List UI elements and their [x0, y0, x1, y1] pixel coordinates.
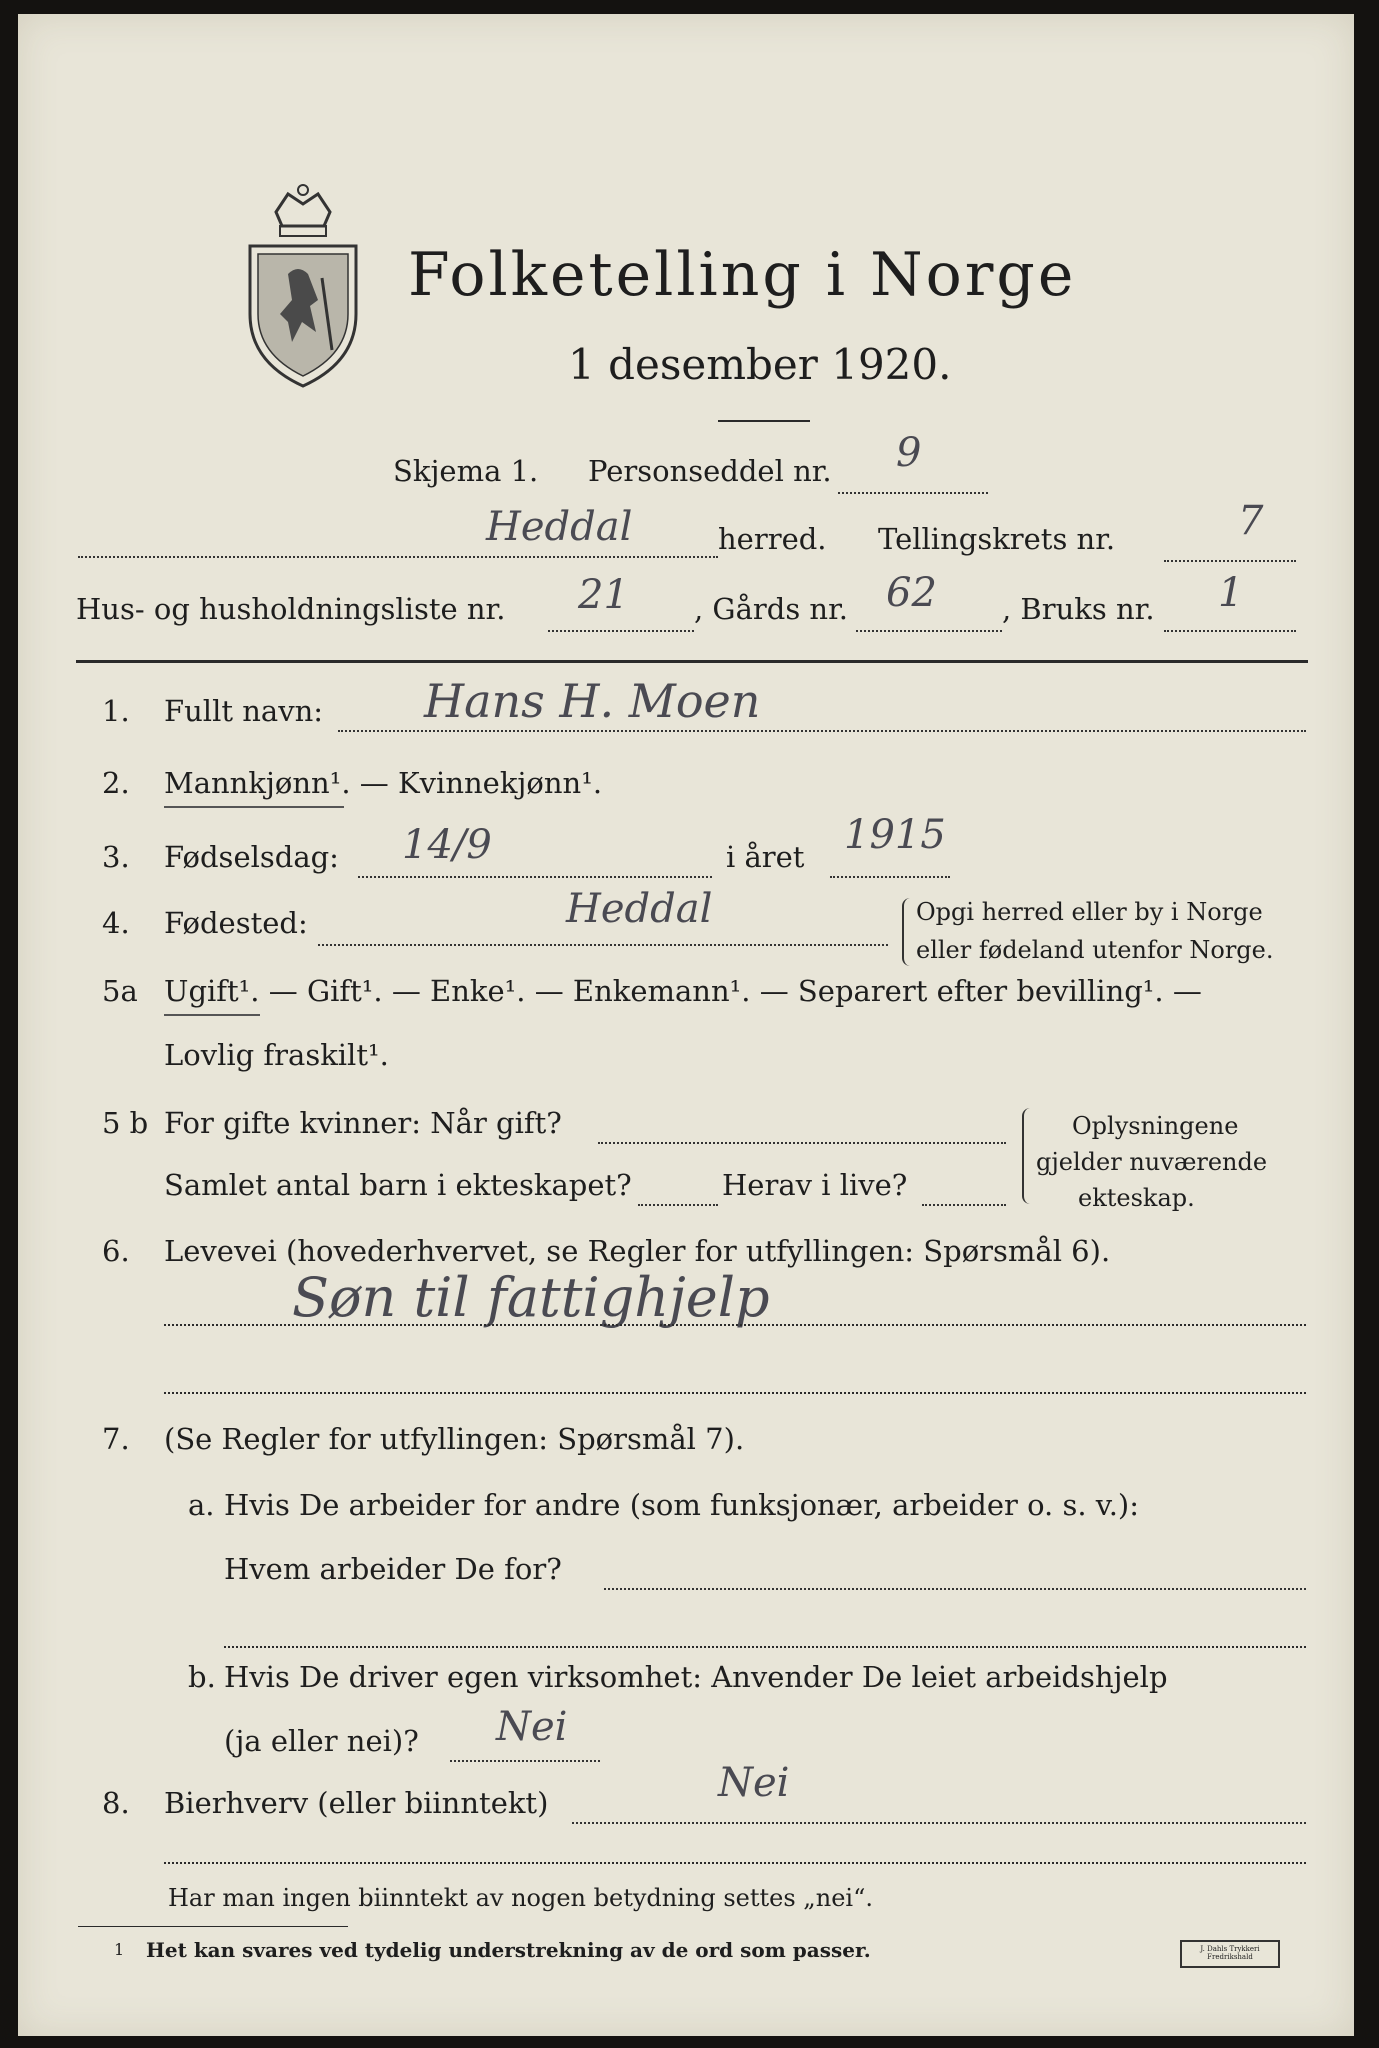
q1-number: 1.	[102, 694, 130, 728]
birthplace-note-1: Opgi herred eller by i Norge	[916, 898, 1263, 926]
census-date: 1 desember 1920.	[568, 340, 952, 389]
children-alive-label: Herav i live?	[722, 1168, 908, 1202]
marriage-note-3: ekteskap.	[1078, 1184, 1195, 1212]
census-form-sheet	[18, 14, 1354, 2036]
year-label: i året	[726, 840, 805, 874]
hired-help-label: (ja eller nei)?	[224, 1724, 419, 1758]
birthplace-value[interactable]: Heddal	[566, 886, 713, 932]
tellingskrets-value[interactable]: 7	[1238, 498, 1264, 544]
marriage-note-1: Oplysningene	[1072, 1112, 1239, 1140]
q7b-letter: b.	[188, 1660, 216, 1694]
sex-underline-mark	[164, 806, 344, 808]
married-when-label: For gifte kvinner: Når gift?	[164, 1106, 562, 1140]
side-income-value[interactable]: Nei	[718, 1760, 790, 1806]
q1-label: Fullt navn:	[164, 694, 324, 728]
full-name-value[interactable]: Hans H. Moen	[424, 674, 761, 728]
header-rule	[76, 660, 1308, 663]
q8-number: 8.	[102, 1786, 130, 1820]
q2-number: 2.	[102, 766, 130, 800]
hired-help-value[interactable]: Nei	[496, 1704, 568, 1750]
q7-label: (Se Regler for utfyllingen: Spørsmål 7).	[164, 1422, 745, 1456]
q6-label: Levevei (hovederhvervet, se Regler for utfyllingen: Spørsmål 6).	[164, 1234, 1111, 1268]
marital-underline-mark	[164, 1014, 260, 1016]
q7a-letter: a.	[188, 1488, 215, 1522]
occupation-value[interactable]: Søn til fattighjelp	[292, 1266, 770, 1329]
sex-options: Mannkjønn¹. — Kvinnekjønn¹.	[164, 766, 603, 800]
bruks-value[interactable]: 1	[1218, 570, 1244, 616]
tellingskrets-label: Tellingskrets nr.	[878, 522, 1116, 556]
marriage-note-2: gjelder nuværende	[1036, 1148, 1268, 1176]
footnote-mark: 1	[114, 1940, 125, 1959]
form-title: Folketelling i Norge	[408, 240, 1077, 310]
q4-label: Fødested:	[164, 906, 308, 940]
gards-label: , Gårds nr.	[694, 592, 848, 626]
no-income-note: Har man ingen biinntekt av nogen betydning settes „nei“.	[168, 1884, 873, 1912]
q3-number: 3.	[102, 840, 130, 874]
q3-label: Fødselsdag:	[164, 840, 339, 874]
herred-value[interactable]: Heddal	[486, 504, 633, 550]
q5b-number: 5 b	[102, 1106, 149, 1140]
footnote-rule	[78, 1926, 348, 1927]
q7b-question: Hvis De driver egen virksomhet: Anvender De leiet arbeidshjelp	[224, 1660, 1168, 1694]
printer-mark	[1180, 1940, 1280, 1968]
birthdate-value[interactable]: 14/9	[402, 822, 492, 868]
skjema-label: Skjema 1.	[393, 454, 539, 488]
q8-label: Bierhverv (eller biinntekt)	[164, 1786, 549, 1820]
coat-of-arms-icon	[236, 182, 370, 390]
marital-status-options: Ugift¹. — Gift¹. — Enke¹. — Enkemann¹. — Separert efter bevilling¹. —	[164, 974, 1202, 1008]
gards-value[interactable]: 62	[886, 570, 937, 616]
hus-label: Hus- og husholdningsliste nr.	[76, 592, 506, 626]
employer-label: Hvem arbeider De for?	[224, 1552, 562, 1586]
hus-value[interactable]: 21	[578, 572, 629, 618]
personseddel-label: Personseddel nr.	[588, 454, 832, 488]
q7a-question: Hvis De arbeider for andre (som funksjonær, arbeider o. s. v.):	[224, 1488, 1140, 1522]
bruks-label: , Bruks nr.	[1002, 592, 1155, 626]
q6-number: 6.	[102, 1234, 130, 1268]
personseddel-value[interactable]: 9	[896, 430, 922, 476]
title-divider	[718, 420, 810, 422]
q7-number: 7.	[102, 1422, 130, 1456]
q5a-number: 5a	[102, 974, 138, 1008]
herred-label: herred.	[718, 522, 827, 556]
children-total-label: Samlet antal barn i ekteskapet?	[164, 1168, 632, 1202]
birthplace-note-2: eller fødeland utenfor Norge.	[916, 936, 1274, 964]
marital-status-options-2: Lovlig fraskilt¹.	[164, 1038, 389, 1072]
footnote-text: Het kan svares ved tydelig understrekning av de ord som passer.	[146, 1938, 871, 1962]
birthyear-value[interactable]: 1915	[844, 812, 946, 858]
printer-mark-text: J. Dahls Trykkeri Fredrikshald	[1200, 1945, 1260, 1961]
q4-number: 4.	[102, 906, 130, 940]
